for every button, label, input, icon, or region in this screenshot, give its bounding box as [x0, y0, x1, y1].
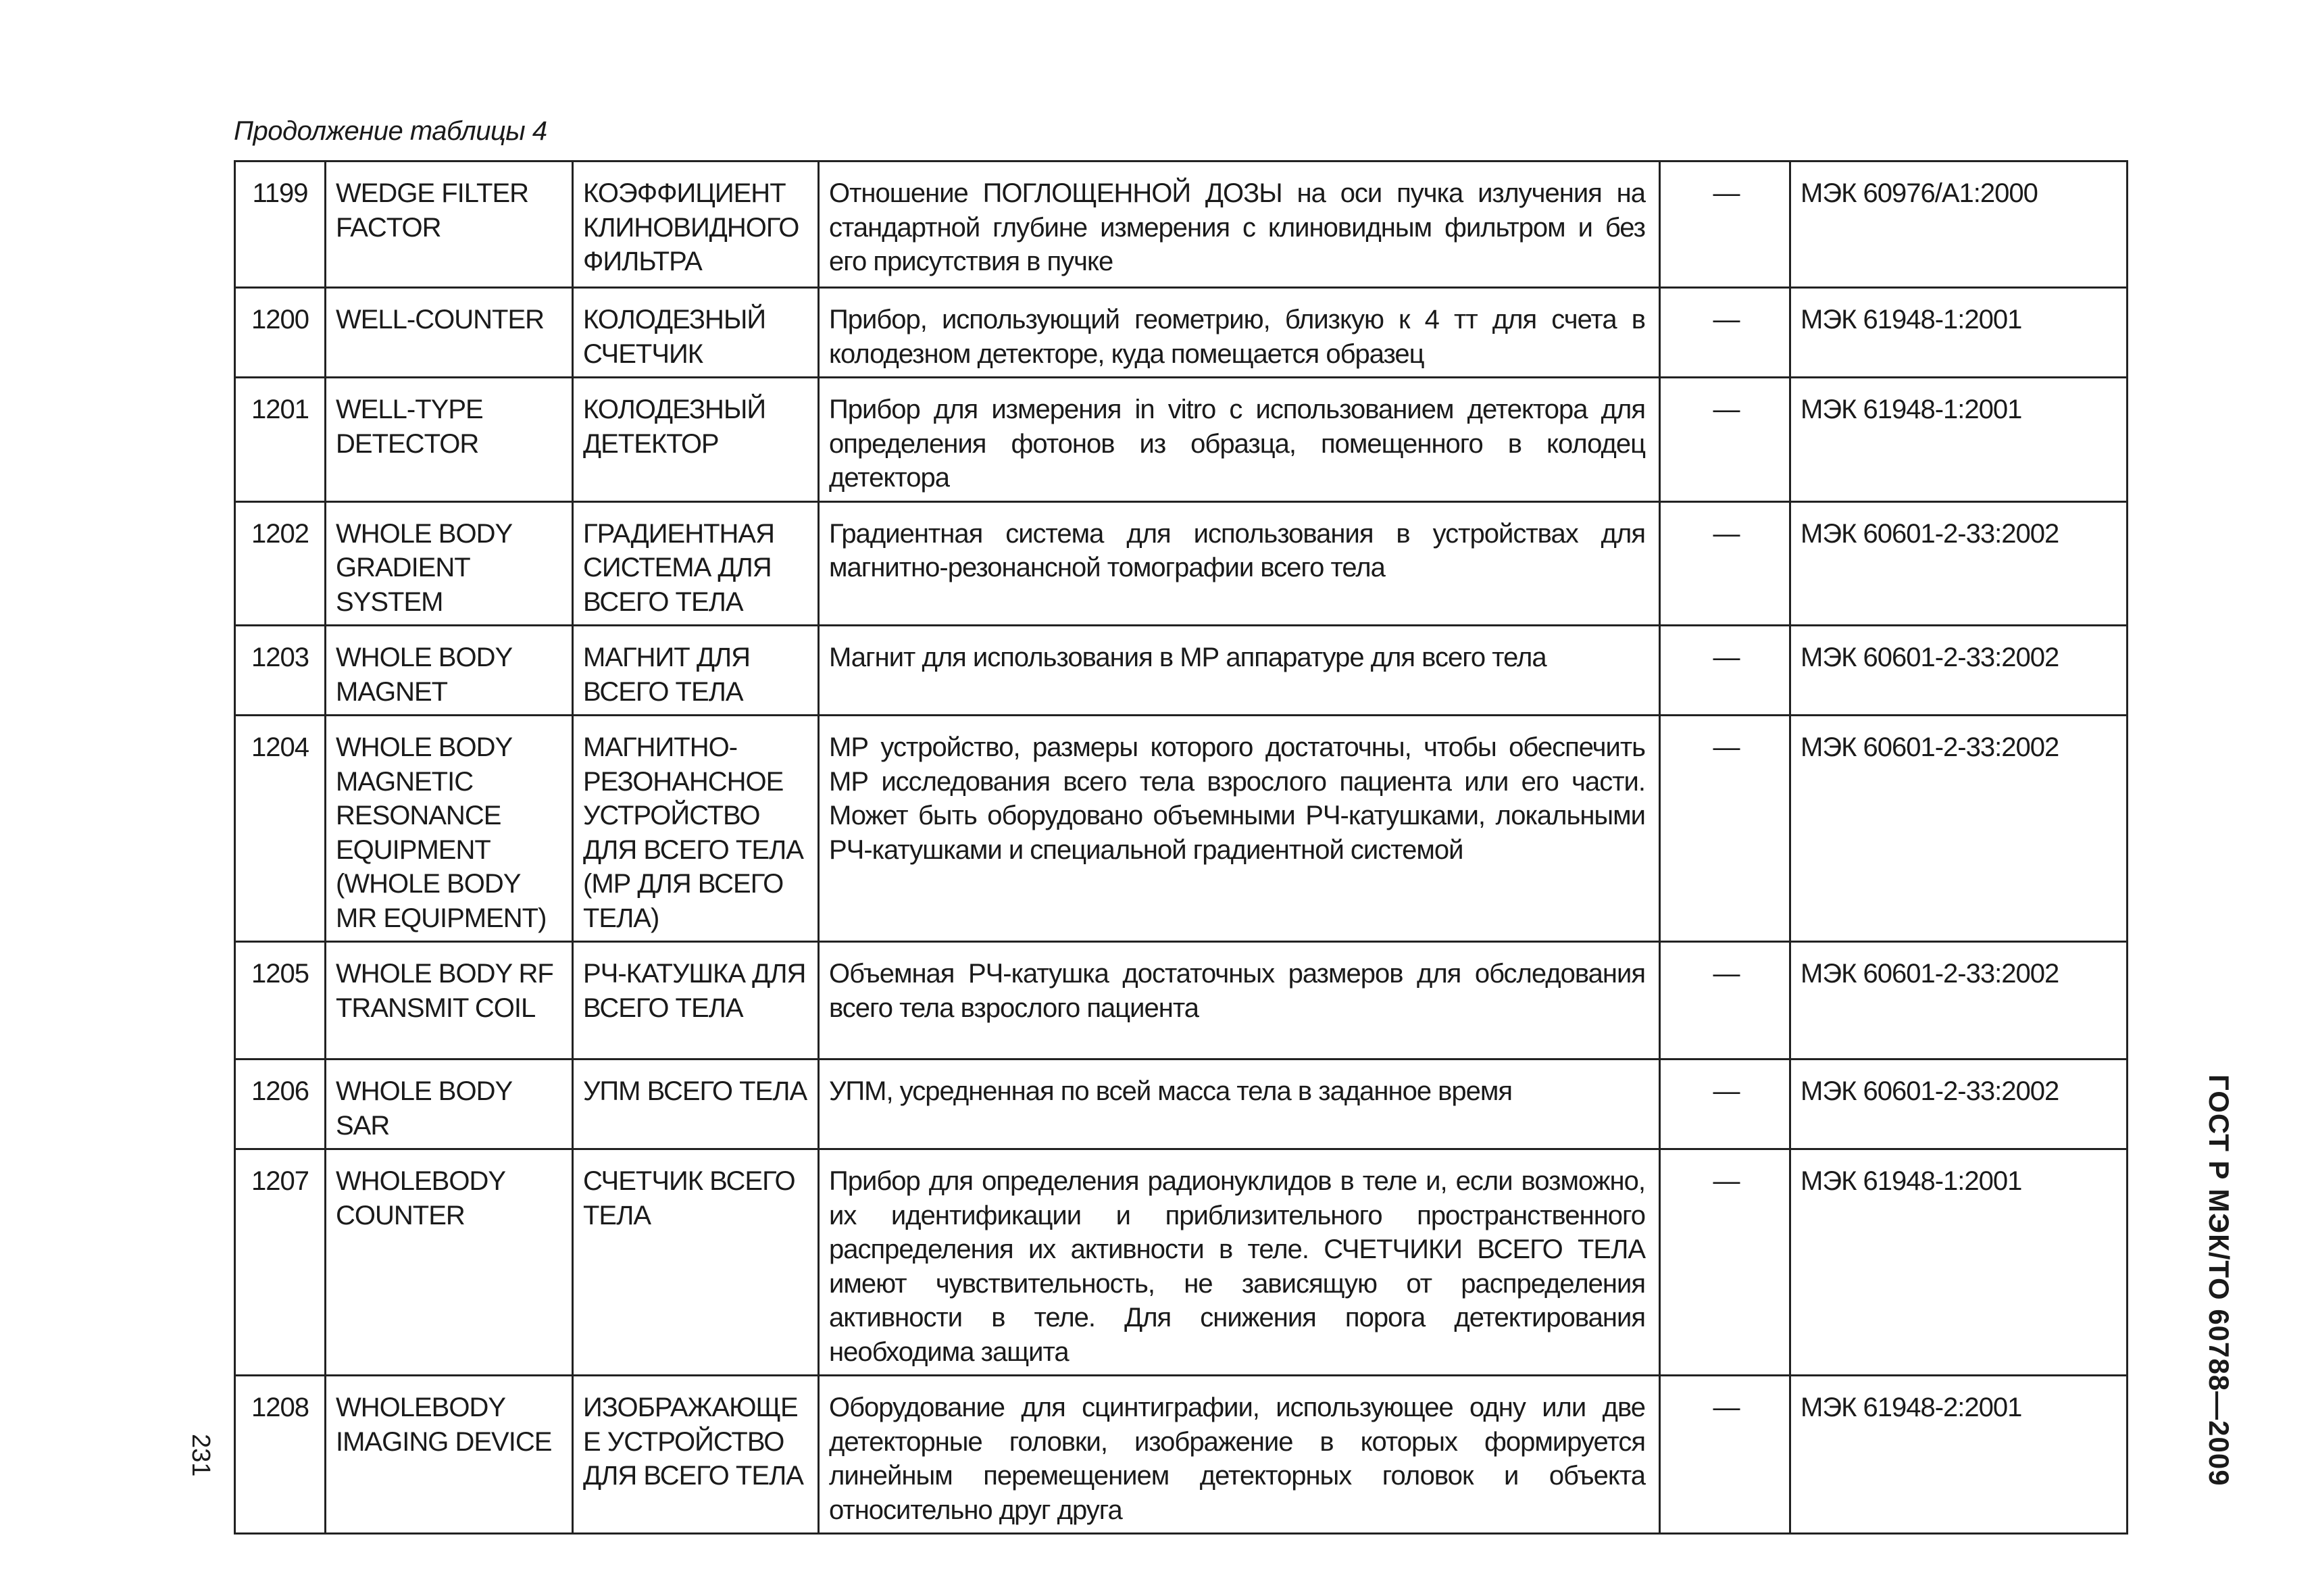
dash-placeholder: —: [1660, 501, 1790, 626]
english-term: WHOLE BODY SAR: [326, 1059, 573, 1149]
english-term: WEDGE FILTER FACTOR: [326, 161, 573, 288]
table-row: [235, 378, 2128, 502]
dash-placeholder: —: [1660, 1149, 1790, 1376]
source-reference: МЭК 60601-2-33:2002: [1790, 942, 2128, 1059]
document-title: ГОСТ Р МЭК/ТО 60788—2009: [2203, 1074, 2235, 1487]
russian-term: КОЭФФИЦИЕНТ КЛИНОВИДНОГО ФИЛЬТРА: [573, 161, 819, 288]
term-definition: Объемная РЧ-катушка достаточных размеров для обследования всего тела взрослого пациента: [819, 942, 1660, 1059]
english-term: WHOLE BODY GRADIENT SYSTEM: [326, 501, 573, 626]
english-term: WHOLE BODY MAGNET: [326, 626, 573, 716]
russian-term: КОЛОДЕЗНЫЙ ДЕТЕКТОР: [573, 378, 819, 502]
source-reference: МЭК 60601-2-33:2002: [1790, 501, 2128, 626]
russian-term: МАГНИТНО-РЕЗОНАНСНОЕ УСТРОЙСТВО ДЛЯ ВСЕГО ТЕЛА (МР ДЛЯ ВСЕГО ТЕЛА): [573, 716, 819, 942]
dash-placeholder: —: [1660, 942, 1790, 1059]
term-number: 1207: [235, 1149, 326, 1376]
term-definition: Магнит для использования в МР аппаратуре для всего тела: [819, 626, 1660, 716]
english-term: WHOLE BODY RF TRANSMIT COIL: [326, 942, 573, 1059]
term-number: 1202: [235, 501, 326, 626]
table-row: [235, 1059, 2128, 1149]
source-reference: МЭК 60601-2-33:2002: [1790, 626, 2128, 716]
table-caption: Продолжение таблицы 4: [234, 116, 547, 146]
term-number: 1201: [235, 378, 326, 502]
source-reference: МЭК 60601-2-33:2002: [1790, 1059, 2128, 1149]
source-reference: МЭК 60601-2-33:2002: [1790, 716, 2128, 942]
russian-term: ГРАДИЕНТНАЯ СИСТЕМА ДЛЯ ВСЕГО ТЕЛА: [573, 501, 819, 626]
term-number: 1206: [235, 1059, 326, 1149]
term-number: 1208: [235, 1376, 326, 1534]
term-number: 1203: [235, 626, 326, 716]
dash-placeholder: —: [1660, 161, 1790, 288]
table-row: [235, 626, 2128, 716]
dash-placeholder: —: [1660, 1376, 1790, 1534]
term-number: 1204: [235, 716, 326, 942]
english-term: WELL-COUNTER: [326, 288, 573, 378]
source-reference: МЭК 60976/А1:2000: [1790, 161, 2128, 288]
term-definition: МР устройство, размеры которого достаточны, чтобы обеспечить МР исследования всего тела взрослого пациента или его части. Может быть оборудовано объемными РЧ-катушками, локальными РЧ-катушками и специальной градиентной системой: [819, 716, 1660, 942]
terms-table: [234, 160, 2128, 1535]
dash-placeholder: —: [1660, 288, 1790, 378]
term-definition: Оборудование для сцинтиграфии, использующее одну или две детекторные головки, изображение в которых формируется линейным перемещением детекторных головок и объекта относительно друг друга: [819, 1376, 1660, 1534]
dash-placeholder: —: [1660, 1059, 1790, 1149]
russian-term: ИЗОБРАЖАЮЩЕЕ УСТРОЙСТВО ДЛЯ ВСЕГО ТЕЛА: [573, 1376, 819, 1534]
table-row: [235, 1376, 2128, 1534]
term-definition: Прибор для измерения in vitro с использованием детектора для определения фотонов из образца, помещенного в колодец детектора: [819, 378, 1660, 502]
table-row: [235, 942, 2128, 1059]
dash-placeholder: —: [1660, 716, 1790, 942]
russian-term: РЧ-КАТУШКА ДЛЯ ВСЕГО ТЕЛА: [573, 942, 819, 1059]
term-definition: УПМ, усредненная по всей масса тела в заданное время: [819, 1059, 1660, 1149]
dash-placeholder: —: [1660, 626, 1790, 716]
english-term: WELL-TYPE DETECTOR: [326, 378, 573, 502]
english-term: WHOLEBODY COUNTER: [326, 1149, 573, 1376]
term-definition: Градиентная система для использования в устройствах для магнитно-резонансной томографии всего тела: [819, 501, 1660, 626]
source-reference: МЭК 61948-1:2001: [1790, 288, 2128, 378]
table-row: [235, 288, 2128, 378]
table-row: [235, 501, 2128, 626]
term-number: 1200: [235, 288, 326, 378]
source-reference: МЭК 61948-1:2001: [1790, 378, 2128, 502]
russian-term: МАГНИТ ДЛЯ ВСЕГО ТЕЛА: [573, 626, 819, 716]
russian-term: УПМ ВСЕГО ТЕЛА: [573, 1059, 819, 1149]
source-reference: МЭК 61948-1:2001: [1790, 1149, 2128, 1376]
dash-placeholder: —: [1660, 378, 1790, 502]
term-definition: Отношение ПОГЛОЩЕННОЙ ДОЗЫ на оси пучка излучения на стандартной глубине измерения с клиновидным фильтром и без его присутствия в пучке: [819, 161, 1660, 288]
russian-term: СЧЕТЧИК ВСЕГО ТЕЛА: [573, 1149, 819, 1376]
term-definition: Прибор для определения радионуклидов в теле и, если возможно, их идентификации и приблизительного пространственного распределения их активности в теле. СЧЕТЧИКИ ВСЕГО ТЕЛА имеют чувствительность, не зависящую от распределения активности в теле. Для снижения порога детектирования необходима защита: [819, 1149, 1660, 1376]
russian-term: КОЛОДЕЗНЫЙ СЧЕТЧИК: [573, 288, 819, 378]
page-number: 231: [186, 1434, 215, 1477]
english-term: WHOLE BODY MAGNETIC RESONANCE EQUIPMENT (WHOLE BODY MR EQUIPMENT): [326, 716, 573, 942]
term-number: 1205: [235, 942, 326, 1059]
english-term: WHOLEBODY IMAGING DEVICE: [326, 1376, 573, 1534]
source-reference: МЭК 61948-2:2001: [1790, 1376, 2128, 1534]
term-number: 1199: [235, 161, 326, 288]
table-row: [235, 1149, 2128, 1376]
term-definition: Прибор, использующий геометрию, близкую к 4 тт для счета в колодезном детекторе, куда помещается образец: [819, 288, 1660, 378]
table-row: [235, 716, 2128, 942]
table-row: [235, 161, 2128, 288]
